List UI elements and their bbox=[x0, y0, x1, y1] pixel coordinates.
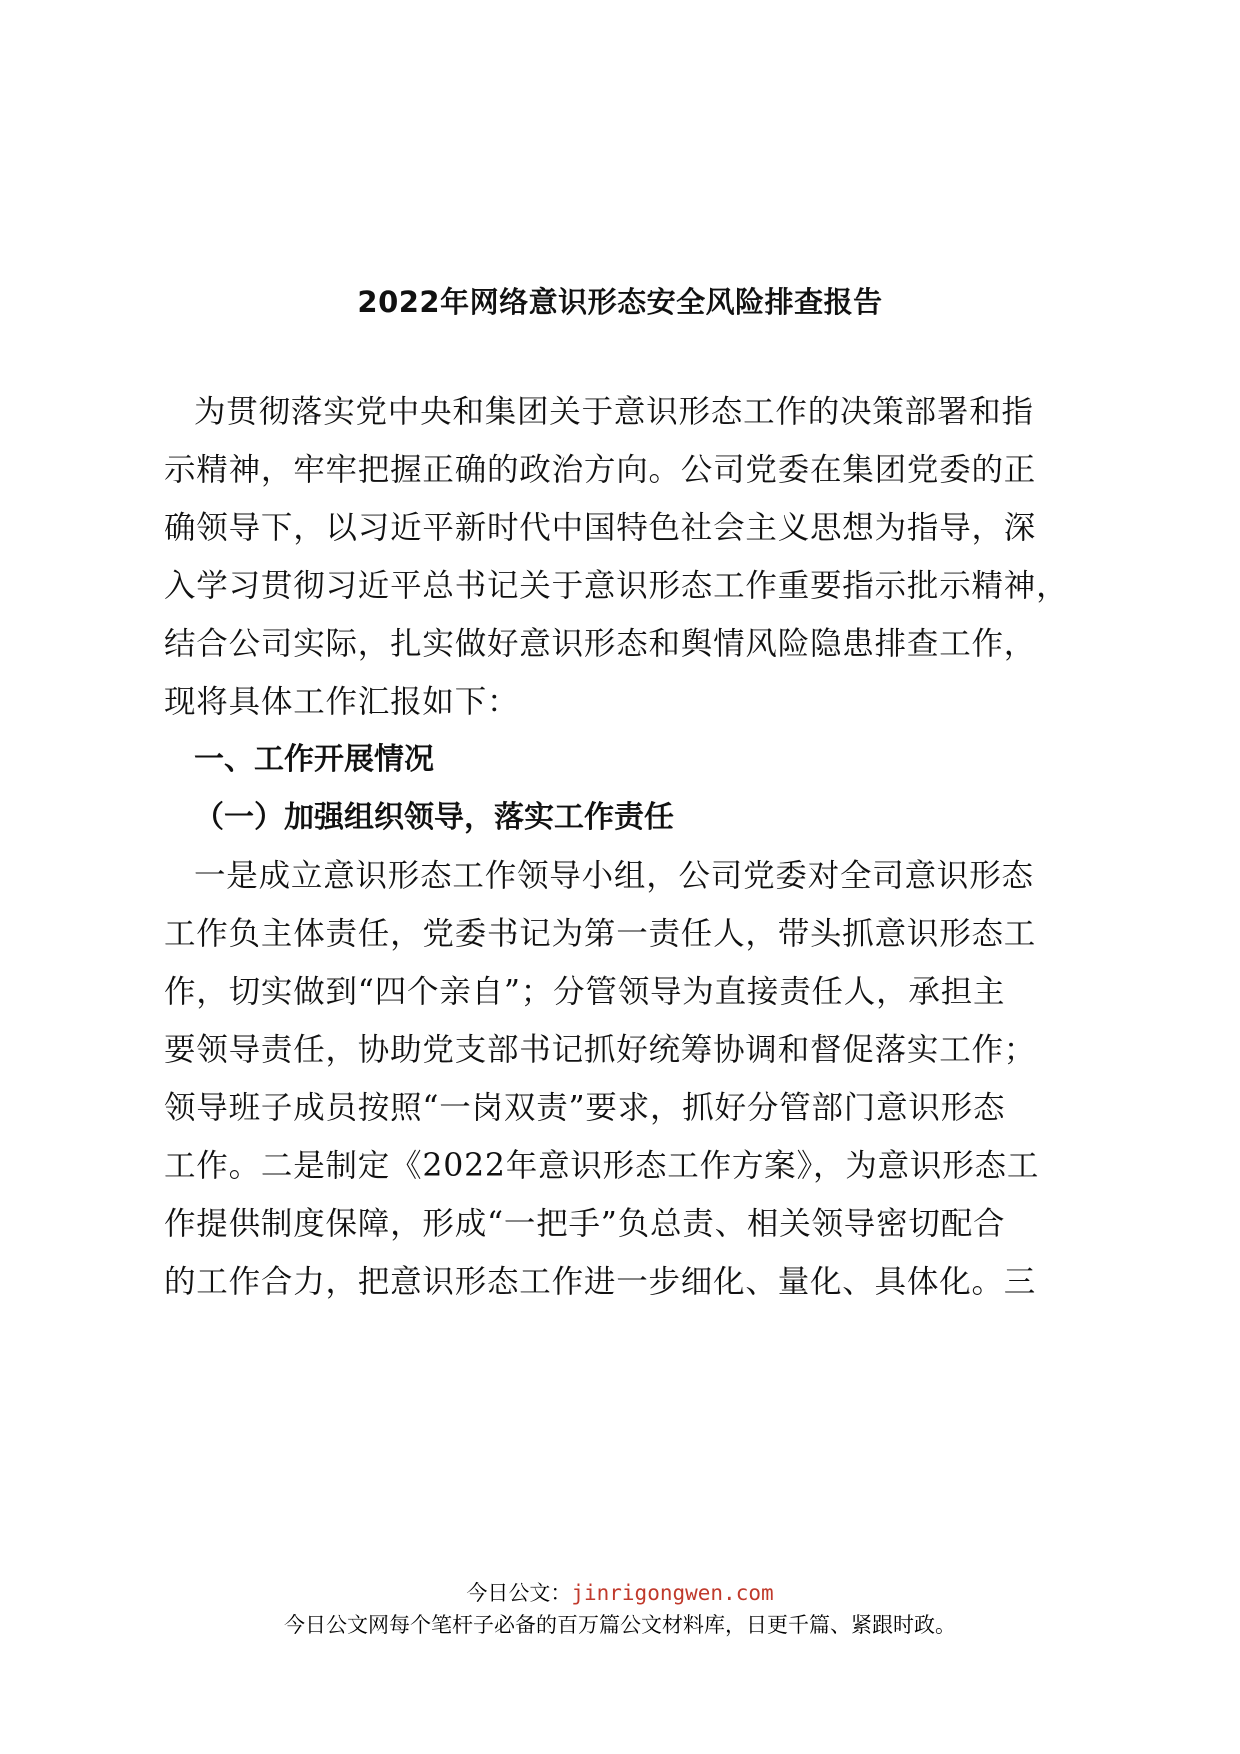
body-line: 作，切实做到“四个亲自”；分管领导为直接责任人，承担主 bbox=[164, 974, 1006, 1010]
body-line: 工作。二是制定《2022年意识形态工作方案》，为意识形态工 bbox=[164, 1148, 1040, 1184]
document-title: 2022年网络意识形态安全风险排查报告 bbox=[357, 285, 883, 319]
body-line: 要领导责任，协助党支部书记抓好统筹协调和督促落实工作； bbox=[164, 1032, 1037, 1068]
body-line: 领导班子成员按照“一岗双责”要求，抓好分管部门意识形态 bbox=[164, 1090, 1006, 1126]
intro-line: 现将具体工作汇报如下： bbox=[164, 684, 520, 720]
section-heading: 一、工作开展情况 bbox=[194, 742, 434, 777]
body-line: 一是成立意识形态工作领导小组，公司党委对全司意识形态 bbox=[194, 858, 1034, 894]
body-line: 的工作合力，把意识形态工作进一步细化、量化、具体化。三 bbox=[164, 1264, 1037, 1300]
footer-site-url[interactable]: jinrigongwen.com bbox=[571, 1581, 774, 1605]
body-line: 工作负主体责任，党委书记为第一责任人，带头抓意识形态工 bbox=[164, 916, 1037, 952]
subsection-heading: （一）加强组织领导，落实工作责任 bbox=[194, 800, 674, 835]
intro-line: 确领导下，以习近平新时代中国特色社会主义思想为指导，深 bbox=[164, 510, 1037, 546]
footer-site bbox=[0, 1578, 1240, 1608]
body-line: 作提供制度保障，形成“一把手”负总责、相关领导密切配合 bbox=[164, 1206, 1006, 1242]
footer-site-label: 今日公文： bbox=[466, 1581, 572, 1605]
footer-slogan: 今日公文网每个笔杆子必备的百万篇公文材料库，日更千篇、紧跟时政。 bbox=[284, 1613, 956, 1637]
intro-line: 结合公司实际，扎实做好意识形态和舆情风险隐患排查工作， bbox=[164, 626, 1037, 662]
intro-line: 为贯彻落实党中央和集团关于意识形态工作的决策部署和指 bbox=[194, 394, 1034, 430]
intro-line: 入学习贯彻习近平总书记关于意识形态工作重要指示批示精神， bbox=[164, 568, 1069, 604]
intro-line: 示精神，牢牢把握正确的政治方向。公司党委在集团党委的正 bbox=[164, 452, 1037, 488]
